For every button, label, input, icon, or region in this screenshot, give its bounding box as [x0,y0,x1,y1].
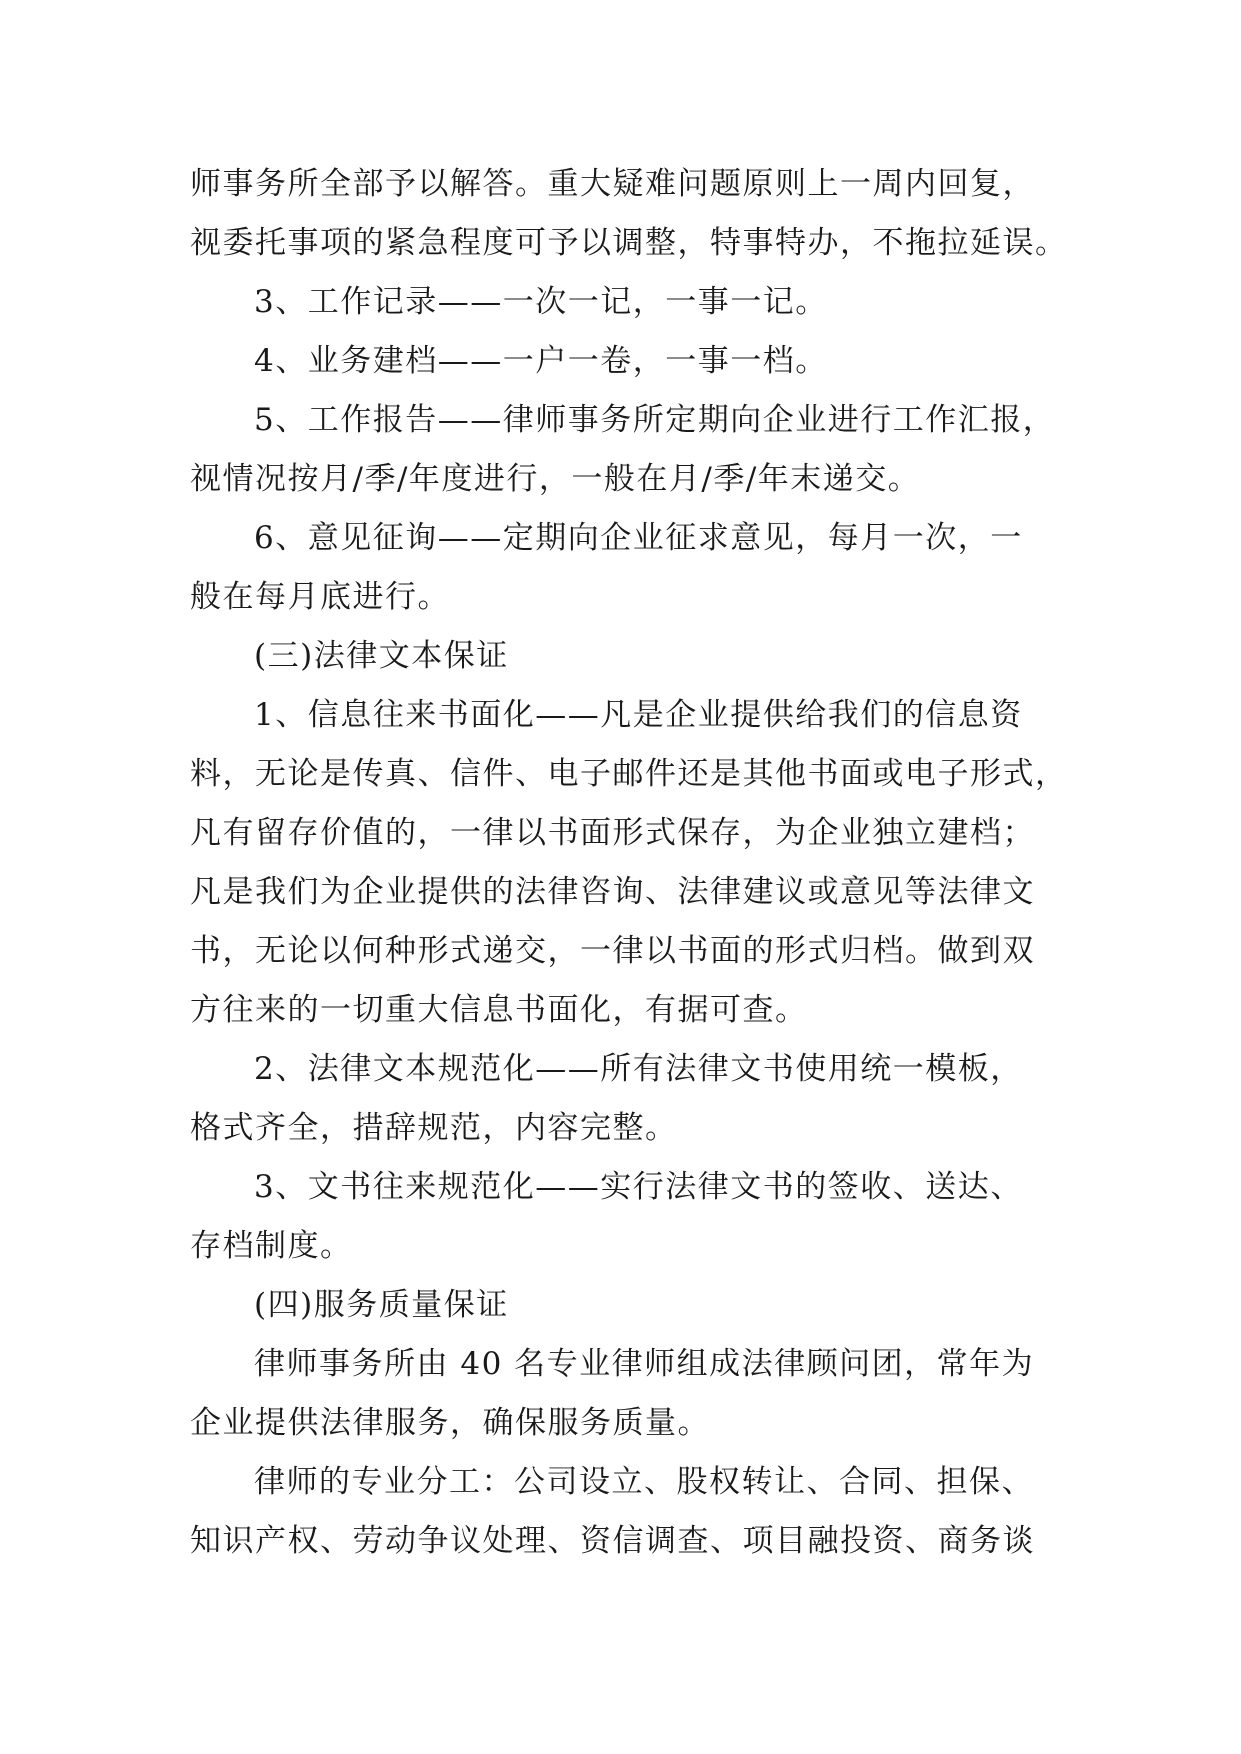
text-line: 师事务所全部予以解答。重大疑难问题原则上一周内回复， [190,166,1035,202]
text-line: 视委托事项的紧急程度可予以调整，特事特办，不拖拉延误。 [190,225,1068,261]
text-line: 3、工作记录——一次一记，一事一记。 [254,284,828,320]
text-line: 料，无论是传真、信件、电子邮件还是其他书面或电子形式， [190,756,1068,792]
text-line: 2、法律文本规范化——所有法律文书使用统一模板， [254,1051,1023,1087]
text-line: 视情况按月/季/年度进行，一般在月/季/年末递交。 [190,461,921,497]
text-line: 5、工作报告——律师事务所定期向企业进行工作汇报， [254,402,1056,438]
section-heading: (三)法律文本保证 [254,638,509,674]
text-line: 格式齐全，措辞规范，内容完整。 [190,1110,678,1146]
text-line: 书，无论以何种形式递交，一律以书面的形式归档。做到双 [190,933,1035,969]
document-body [190,155,1070,1571]
text-line: 3、文书往来规范化——实行法律文书的签收、送达、 [254,1169,1023,1205]
text-line: 1、信息往来书面化——凡是企业提供给我们的信息资 [254,697,1023,733]
section-heading: (四)服务质量保证 [254,1287,509,1323]
text-line: 凡是我们为企业提供的法律咨询、法律建议或意见等法律文 [190,874,1035,910]
text-line: 凡有留存价值的，一律以书面形式保存，为企业独立建档； [190,815,1035,851]
text-line: 6、意见征询——定期向企业征求意见，每月一次，一 [254,520,1023,556]
text-line: 存档制度。 [190,1228,353,1264]
text-line: 企业提供法律服务，确保服务质量。 [190,1405,710,1441]
text-line: 4、业务建档——一户一卷，一事一档。 [254,343,828,379]
text-line: 般在每月底进行。 [190,579,450,615]
text-line: 律师事务所由 40 名专业律师组成法律顾问团，常年为 [254,1346,1035,1382]
text-line: 律师的专业分工：公司设立、股权转让、合同、担保、 [254,1464,1034,1500]
text-line: 知识产权、劳动争议处理、资信调查、项目融投资、商务谈 [190,1523,1035,1559]
text-line: 方往来的一切重大信息书面化，有据可查。 [190,992,808,1028]
